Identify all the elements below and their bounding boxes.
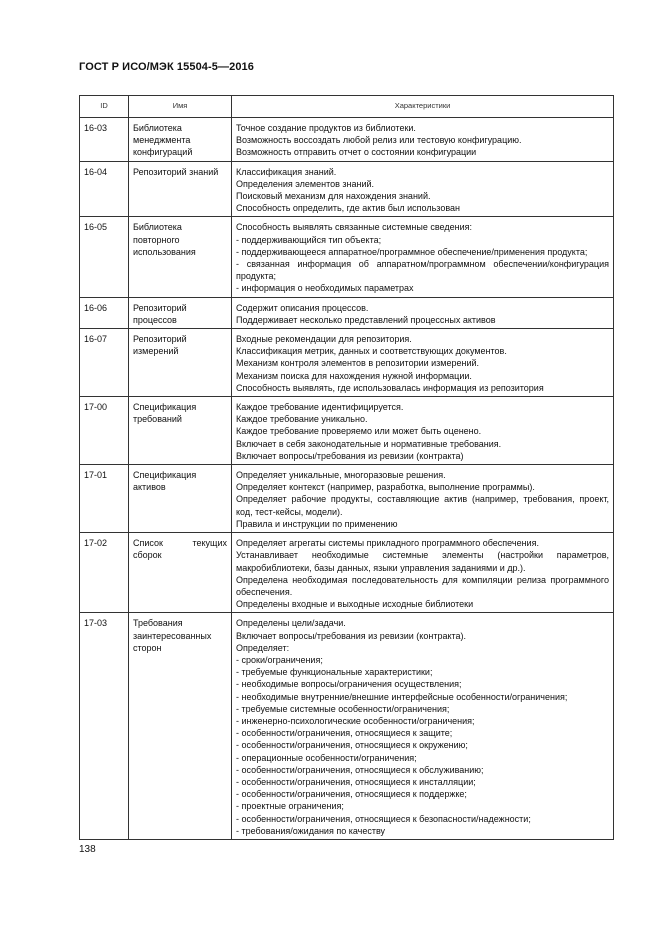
characteristic-line: Определяет уникальные, многоразовые решения. <box>236 470 446 481</box>
characteristic-line: Содержит описания процессов. <box>236 302 369 313</box>
row-characteristics <box>232 329 614 397</box>
row-characteristics <box>232 217 614 297</box>
characteristic-line: Определяет агрегаты системы прикладного программного обеспечения. <box>236 538 539 549</box>
column-header-name: Имя <box>129 96 232 118</box>
characteristic-line: Определения элементов знаний. <box>236 178 375 189</box>
table-body <box>80 118 614 840</box>
characteristic-line: Механизм контроля элементов в репозитории измерений. <box>236 358 480 369</box>
column-header-id: ID <box>80 96 129 118</box>
characteristic-line: - особенности/ограничения, относящиеся к инсталляции; <box>236 776 476 787</box>
characteristic-line: Классификация знаний. <box>236 166 337 177</box>
row-id: 17-00 <box>80 397 129 465</box>
characteristic-line: Способность выявлять связанные системные сведения: <box>236 222 472 233</box>
characteristic-line: - связанная информация об аппаратном/программном обеспечении/конфигурация продукта; <box>236 259 609 282</box>
table-row <box>80 118 614 162</box>
table-row <box>80 613 614 840</box>
table-row <box>80 161 614 217</box>
characteristic-line: - операционные особенности/ограничения; <box>236 752 417 763</box>
specification-table <box>79 95 614 840</box>
row-id: 16-03 <box>80 118 129 162</box>
characteristic-line: Способность выявлять, где использовалась информация из репозитория <box>236 382 544 393</box>
row-name: Библиотека менеджмента конфигураций <box>129 118 232 162</box>
row-characteristics <box>232 161 614 217</box>
table-row <box>80 533 614 613</box>
row-name: Спецификация требований <box>129 397 232 465</box>
row-characteristics <box>232 118 614 162</box>
characteristic-line: - необходимые внутренние/внешние интерфейсные особенности/ограничения; <box>236 691 568 702</box>
row-characteristics <box>232 397 614 465</box>
characteristic-line: - особенности/ограничения, относящиеся к поддержке; <box>236 789 467 800</box>
characteristic-line: Определяет контекст (например, разработка, выполнение программы). <box>236 482 535 493</box>
table-row <box>80 297 614 328</box>
characteristic-line: - особенности/ограничения, относящиеся к безопасности/надежности; <box>236 813 531 824</box>
characteristic-line: Определяет рабочие продукты, составляющие актив (например, требования, проект, код, тест-кейсы, модели). <box>236 494 609 517</box>
characteristic-line: Классификация метрик, данных и соответствующих документов. <box>236 346 507 357</box>
characteristic-line: - инженерно-психологические особенности/ограничения; <box>236 715 475 726</box>
row-id: 16-04 <box>80 161 129 217</box>
characteristic-line: Включает вопросы/требования из ревизии (контракта). <box>236 630 467 641</box>
page-number: 138 <box>79 844 96 855</box>
characteristic-line: - особенности/ограничения, относящиеся к обслуживанию; <box>236 764 484 775</box>
row-characteristics <box>232 465 614 533</box>
characteristic-line: - проектные ограничения; <box>236 801 344 812</box>
table-row <box>80 397 614 465</box>
table-row <box>80 217 614 297</box>
characteristic-line: Правила и инструкции по применению <box>236 518 398 529</box>
characteristic-line: - поддерживающееся аппаратное/программное обеспечение/применения продукта; <box>236 246 588 257</box>
characteristic-line: - требуемые функциональные характеристики; <box>236 667 433 678</box>
characteristic-line: Определены цели/задачи. <box>236 618 346 629</box>
characteristic-line: Механизм поиска для нахождения нужной информации. <box>236 370 472 381</box>
characteristic-line: Поддерживает несколько представлений процессных активов <box>236 314 496 325</box>
characteristic-line: Определяет: <box>236 642 290 653</box>
row-characteristics <box>232 297 614 328</box>
row-name: Требования заинтересованных сторон <box>129 613 232 840</box>
characteristic-line: Каждое требование проверяемо или может быть оценено. <box>236 426 482 437</box>
table-header-row <box>80 96 614 118</box>
row-id: 16-06 <box>80 297 129 328</box>
row-name: Спецификация активов <box>129 465 232 533</box>
characteristic-line: Поисковый механизм для нахождения знаний. <box>236 191 431 202</box>
table-row <box>80 329 614 397</box>
characteristic-line: - поддерживающийся тип объекта; <box>236 234 382 245</box>
document-header: ГОСТ Р ИСО/МЭК 15504-5—2016 <box>79 61 254 73</box>
characteristic-line: Точное создание продуктов из библиотеки. <box>236 123 416 133</box>
characteristic-line: Определены входные и выходные исходные библиотеки <box>236 599 474 610</box>
characteristic-line: - требуемые системные особенности/ограничения; <box>236 703 450 714</box>
row-id: 17-03 <box>80 613 129 840</box>
characteristic-line: - информация о необходимых параметрах <box>236 283 414 294</box>
characteristic-line: - сроки/ограничения; <box>236 654 323 665</box>
characteristic-line: Возможность воссоздать любой релиз или тестовую конфигурацию. <box>236 135 522 146</box>
row-id: 16-05 <box>80 217 129 297</box>
characteristic-line: Определена необходимая последовательность для компиляции релиза программного обеспечения. <box>236 574 609 597</box>
row-name: Список текущих сборок <box>129 533 232 613</box>
characteristic-line: Каждое требование идентифицируется. <box>236 402 404 413</box>
characteristic-line: Включает вопросы/требования из ревизии (контракта) <box>236 450 464 461</box>
row-id: 17-01 <box>80 465 129 533</box>
characteristic-line: Каждое требование уникально. <box>236 414 368 425</box>
row-name: Репозиторий знаний <box>129 161 232 217</box>
column-header-characteristics: Характеристики <box>232 96 614 118</box>
characteristic-line: - требования/ожидания по качеству <box>236 825 386 836</box>
characteristic-line: Способность определить, где актив был использован <box>236 203 460 214</box>
characteristic-line: - особенности/ограничения, относящиеся к окружению; <box>236 740 468 751</box>
row-name: Репозиторий измерений <box>129 329 232 397</box>
characteristic-line: Включает в себя законодательные и нормативные требования. <box>236 438 502 449</box>
row-characteristics <box>232 533 614 613</box>
row-id: 17-02 <box>80 533 129 613</box>
row-id: 16-07 <box>80 329 129 397</box>
row-name: Библиотека повторного использования <box>129 217 232 297</box>
row-characteristics <box>232 613 614 840</box>
characteristic-line: Входные рекомендации для репозитория. <box>236 334 412 345</box>
characteristic-line: - особенности/ограничения, относящиеся к защите; <box>236 728 453 739</box>
characteristic-line: Устанавливает необходимые системные элементы (настройки параметров, макробиблиотеки, базы данных, языки управления заданиями и др.). <box>236 550 609 573</box>
characteristic-line: Возможность отправить отчет о состоянии конфигурации <box>236 147 477 158</box>
table-row <box>80 465 614 533</box>
characteristic-line: - необходимые вопросы/ограничения осуществления; <box>236 679 462 690</box>
row-name: Репозиторий процессов <box>129 297 232 328</box>
